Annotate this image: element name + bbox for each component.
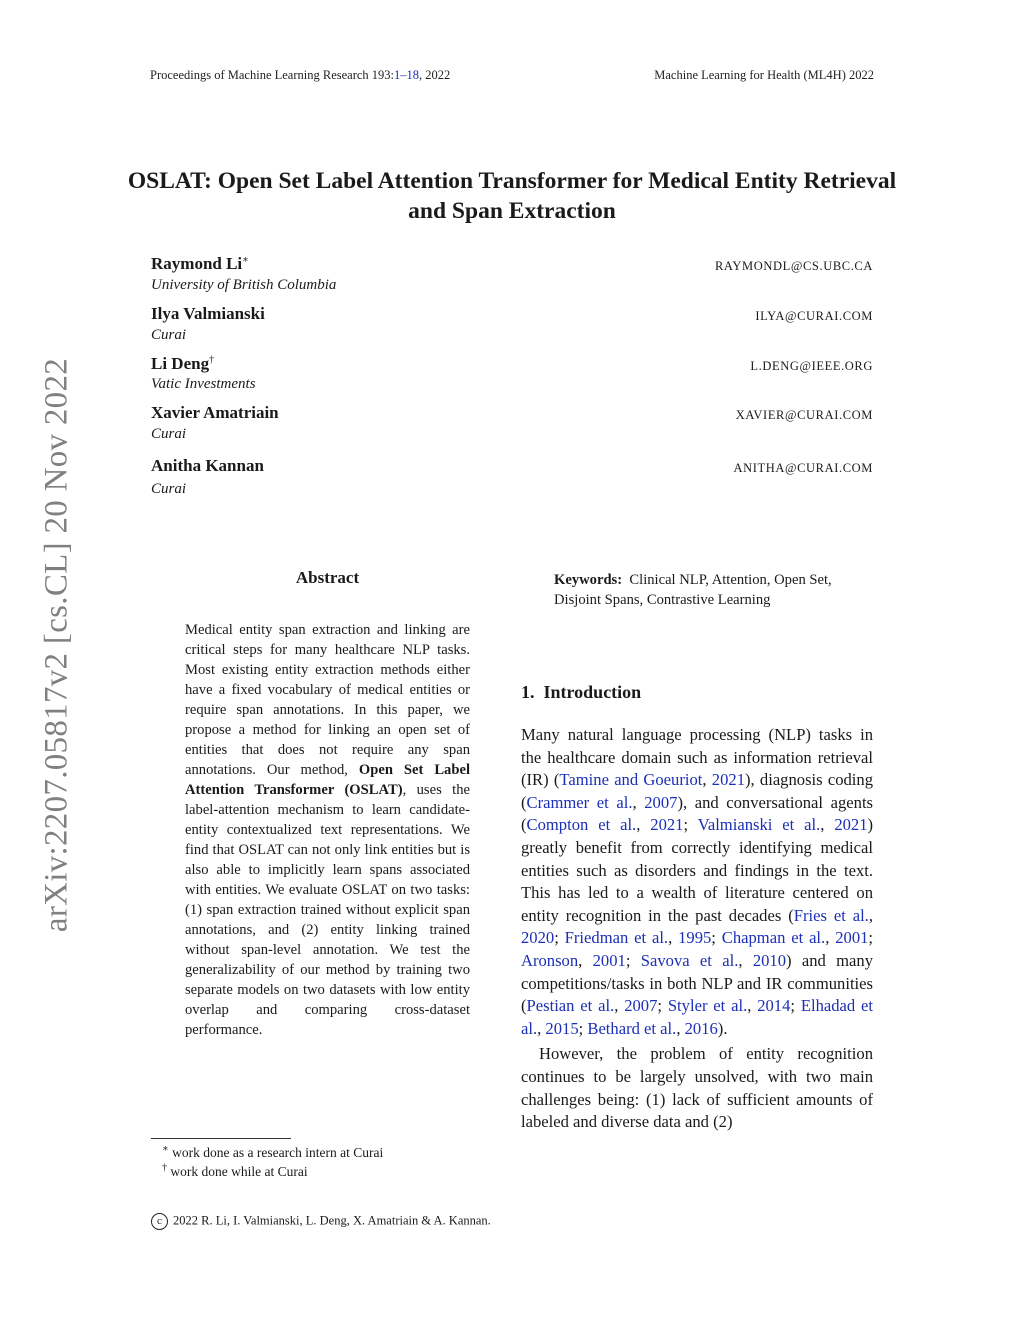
introduction-text-run: ,	[825, 928, 836, 948]
footnote: ∗ work done as a research intern at Curai	[162, 1143, 384, 1160]
citation-link[interactable]: Chapman et al.	[721, 928, 826, 948]
introduction-text-run: ;	[711, 928, 722, 948]
author-name: Anitha Kannan	[151, 456, 264, 475]
author-footnote-mark: †	[209, 354, 215, 366]
keywords	[554, 570, 844, 610]
introduction-text-run: ,	[868, 905, 873, 925]
introduction-text-run: ) and many competitions/tasks in both NLP and IR communities (	[521, 950, 873, 1016]
copyright-line	[151, 1213, 491, 1230]
citation-link[interactable]: Styler et al.	[667, 996, 748, 1016]
keywords-text: Clinical NLP, Attention, Open Set, Disjoint Spans, Contrastive Learning	[554, 572, 832, 608]
introduction-text-run: ,	[702, 770, 712, 790]
citation-link[interactable]: Compton et al.	[526, 815, 637, 835]
introduction-text-run: ;	[554, 928, 565, 948]
citation-link[interactable]: Bethard et al.	[587, 1018, 677, 1038]
introduction-text	[521, 724, 873, 1134]
introduction-text-run: ;	[657, 996, 668, 1016]
running-header-right: Machine Learning for Health (ML4H) 2022	[654, 68, 874, 82]
introduction-text-run: ;	[625, 950, 641, 970]
introduction-text-run: ,	[632, 792, 645, 812]
citation-link[interactable]: 2021	[834, 815, 868, 835]
author-email[interactable]: RAYMONDL@CS.UBC.CA	[715, 259, 873, 273]
copyright-icon: c	[151, 1213, 168, 1230]
paper-title: OSLAT: Open Set Label Attention Transformer for Medical Entity Retrieval and Span Extraction	[127, 168, 897, 224]
method-name: Open Set Label Attention Transformer (OSLAT)	[185, 762, 470, 798]
page-range-link[interactable]: 1–18	[394, 68, 420, 82]
author-name: Raymond Li∗	[151, 254, 249, 273]
citation-link[interactable]: 2015	[545, 1018, 579, 1038]
author-affiliation: Vatic Investments	[151, 376, 256, 392]
citation-link[interactable]: Pestian et al.	[526, 996, 615, 1016]
introduction-text-run: ,	[668, 928, 679, 948]
introduction-paragraph	[521, 724, 873, 1040]
author-email[interactable]: ILYA@CURAI.COM	[755, 309, 873, 323]
introduction-text-run: ) greatly benefit from correctly identifying medical entities such as disorders and findings in the text. This has led to a wealth of literature centered on entity recognition in the past decades (	[521, 815, 874, 925]
abstract-text: Medical entity span extraction and linking are critical steps for many healthcare NLP tasks. Most existing entity extraction methods either have a fixed vocabulary of medical entities or require span annotations. In this paper, we propose a method for linking an open set of entities that does not require any span annotations. Our method, Open Set Label Attention Transformer (OSLAT), uses the label-attention mechanism to learn candidate-entity contextualized text representations. We find that OSLAT can not only link entities but is also able to implicitly learn spans associated with entities. We evaluate OSLAT on two tasks: (1) span extraction trained without explicit span annotations, and (2) entity linking trained without span-level annotation. We test the generalizability of our method by training two separate models on two datasets with low entity overlap and comparing cross-dataset performance.	[185, 622, 470, 1038]
introduction-text-run: ;	[683, 815, 698, 835]
citation-link[interactable]: Crammer et al.	[526, 792, 633, 812]
introduction-text-run: ), and conversational agents (	[521, 792, 874, 835]
citation-link[interactable]: 2014	[757, 996, 791, 1016]
introduction-text-run: ,	[537, 1018, 546, 1038]
introduction-text-run: ), diagnosis coding (	[521, 770, 874, 812]
arxiv-stamp: arXiv:2207.05817v2 [cs.CL] 20 Nov 2022	[38, 357, 75, 933]
footnote-rule	[151, 1138, 291, 1139]
author-affiliation: Curai	[151, 327, 187, 343]
citation-link[interactable]: 2020	[521, 928, 555, 948]
introduction-text-run: ,	[614, 996, 625, 1016]
introduction-text-run: ,	[676, 1018, 685, 1038]
introduction-text-run: ,	[578, 950, 593, 970]
proceedings-year: , 2022	[419, 68, 451, 82]
citation-link[interactable]: Valmianski et al.	[697, 815, 821, 835]
citation-link[interactable]: Savova et al.	[640, 950, 739, 970]
citation-link[interactable]: 2007	[624, 996, 658, 1016]
introduction-text-run: ).	[717, 1018, 728, 1038]
citation-link[interactable]: Fries et al.	[793, 905, 869, 925]
author-name: Xavier Amatriain	[151, 403, 279, 422]
introduction-text-run: ;	[578, 1018, 588, 1038]
footnotes	[162, 1143, 383, 1181]
abstract-heading: Abstract	[295, 568, 360, 587]
introduction-text-run: ,	[820, 815, 835, 835]
author-email[interactable]: L.DENG@IEEE.ORG	[750, 359, 873, 373]
citation-link[interactable]: 2001	[592, 950, 626, 970]
introduction-text-run: Many natural language processing (NLP) tasks in the healthcare domain such as information retrieval (IR) (	[521, 725, 873, 790]
author-affiliation: University of British Columbia	[151, 277, 337, 293]
introduction-text-run: ;	[868, 928, 874, 948]
author-email[interactable]: ANITHA@CURAI.COM	[733, 461, 873, 475]
keywords-label: Keywords:	[554, 572, 623, 588]
author-name: Li Deng†	[151, 354, 215, 373]
citation-link[interactable]: Tamine and Goeuriot	[559, 770, 703, 790]
author-footnote-mark: ∗	[242, 254, 249, 266]
author-affiliation: Curai	[151, 426, 187, 442]
citation-link[interactable]: 2007	[644, 792, 678, 812]
citation-link[interactable]: 2021	[650, 815, 684, 835]
introduction-text-run: ,	[636, 815, 651, 835]
running-header-left	[150, 68, 450, 83]
footnote: † work done while at Curai	[162, 1162, 308, 1179]
introduction-paragraph: However, the problem of entity recognition continues to be largely unsolved, with two main challenges being: (1) lack of sufficient amounts of labeled and diverse data and (2)	[521, 1044, 873, 1132]
citation-link[interactable]: 2001	[835, 928, 869, 948]
author-email[interactable]: XAVIER@CURAI.COM	[735, 408, 873, 422]
author-name: Ilya Valmianski	[151, 304, 265, 323]
copyright-text: 2022 R. Li, I. Valmianski, L. Deng, X. Amatriain & A. Kannan.	[173, 1213, 491, 1228]
citation-link[interactable]: 1995	[678, 928, 712, 948]
introduction-text-run: ,	[747, 996, 758, 1016]
citation-link[interactable]: 2021	[711, 770, 745, 790]
citation-link[interactable]: 2016	[684, 1018, 718, 1038]
author-affiliation: Curai	[151, 481, 187, 497]
citation-link[interactable]: Aronson	[521, 950, 579, 970]
proceedings-label: Proceedings of Machine Learning Research 193:	[150, 68, 395, 82]
introduction-text-run: ,	[738, 950, 753, 970]
citation-link[interactable]: Friedman et al.	[564, 928, 669, 948]
citation-link[interactable]: 2010	[752, 950, 786, 970]
section-heading-introduction: 1. Introduction	[521, 682, 642, 702]
citation-link[interactable]: Elhadad et al.	[521, 996, 873, 1038]
introduction-text-run: ;	[790, 996, 801, 1016]
